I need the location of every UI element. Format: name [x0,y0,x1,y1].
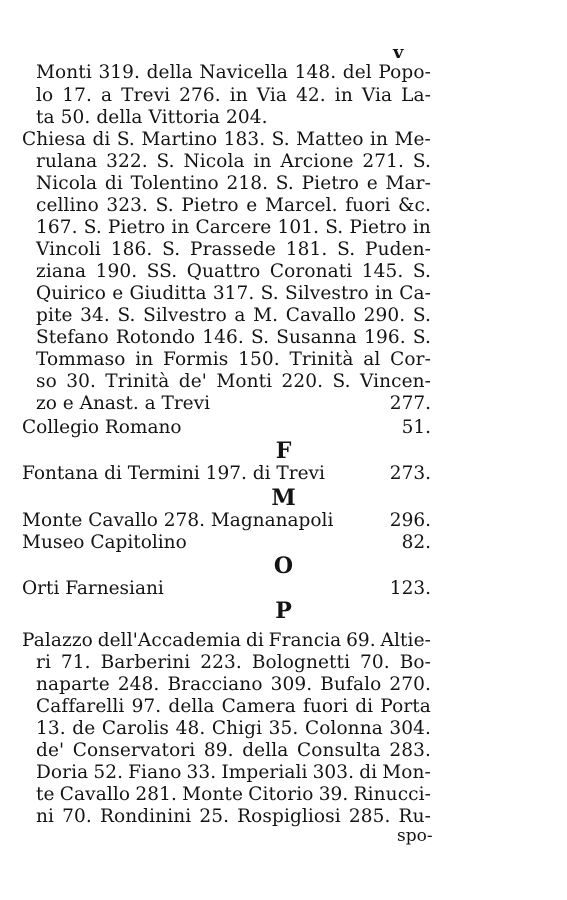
entry-title: Collegio Romano [22,417,182,438]
catchword: spo- [397,826,433,846]
index-line: ta 50. della Vittoria 204. [36,107,268,128]
entry-page: 273. [389,463,431,484]
entry-title: Monte Cavallo 278. Magnanapoli [22,510,334,531]
index-line: Palazzo dell'Accademia di Francia 69. Altie- [22,630,431,651]
entry-title: Museo Capitolino [22,532,187,553]
index-line: lo 17. a Trevi 276. in Via 42. in Via La- [36,85,431,106]
index-line: Tommaso in Formis 150. Trinità al Cor- [36,349,431,370]
index-line: Caffarelli 97. della Camera fuori di Porta [36,696,431,717]
index-line: 167. S. Pietro in Carcere 101. S. Pietro in [36,217,431,238]
entry-page: 296. [389,510,431,531]
index-line: Quirico e Giuditta 317. S. Silvestro in Ca- [36,283,431,304]
index-line: pite 34. S. Silvestro a M. Cavallo 290. S. [36,305,431,326]
index-line: naparte 248. Bracciano 309. Bufalo 270. [36,674,431,695]
index-line: ri 71. Barberini 223. Bolognetti 70. Bo- [36,652,431,673]
section-letter-f: F [275,438,292,464]
index-line: cellino 323. S. Pietro e Marcel. fuori &c. [36,195,431,216]
section-letter-m: M [271,485,296,511]
index-line: Chiesa di S. Martino 183. S. Matteo in Me- [22,129,431,150]
index-line: Vincoli 186. S. Prassede 181. S. Puden- [36,239,431,260]
index-line: 13. de Carolis 48. Chigi 35. Colonna 304. [36,718,431,739]
index-line: Doria 52. Fiano 33. Imperiali 303. di Mon- [36,762,431,783]
index-line: rulana 322. S. Nicola in Arcione 271. S. [36,151,431,172]
entry-title: Fontana di Termini 197. di Trevi [22,463,325,484]
index-line: so 30. Trinità de' Monti 220. S. Vincen- [36,371,431,392]
entry-title: Orti Farnesiani [22,578,164,599]
section-letter-o: O [273,553,294,579]
entry-page: 277. [389,393,431,414]
entry-page: 51. [401,417,431,438]
section-letter-p: P [275,598,292,624]
entry-title: zo e Anast. a Trevi [36,393,210,414]
index-line: te Cavallo 281. Monte Citorio 39. Rinucci- [36,784,431,805]
index-line: ziana 190. SS. Quattro Coronati 145. S. [36,261,431,282]
index-line: de' Conservatori 89. della Consulta 283. [36,740,431,761]
signature-mark: v [393,42,404,63]
index-line: Stefano Rotondo 146. S. Susanna 196. S. [36,327,431,348]
index-line: Monti 319. della Navicella 148. del Popo- [36,62,431,83]
entry-page: 82. [401,532,431,553]
index-line: Nicola di Tolentino 218. S. Pietro e Mar- [36,173,431,194]
entry-page: 123. [389,578,431,599]
index-line: ni 70. Rondinini 25. Rospigliosi 285. Ru- [36,806,431,827]
